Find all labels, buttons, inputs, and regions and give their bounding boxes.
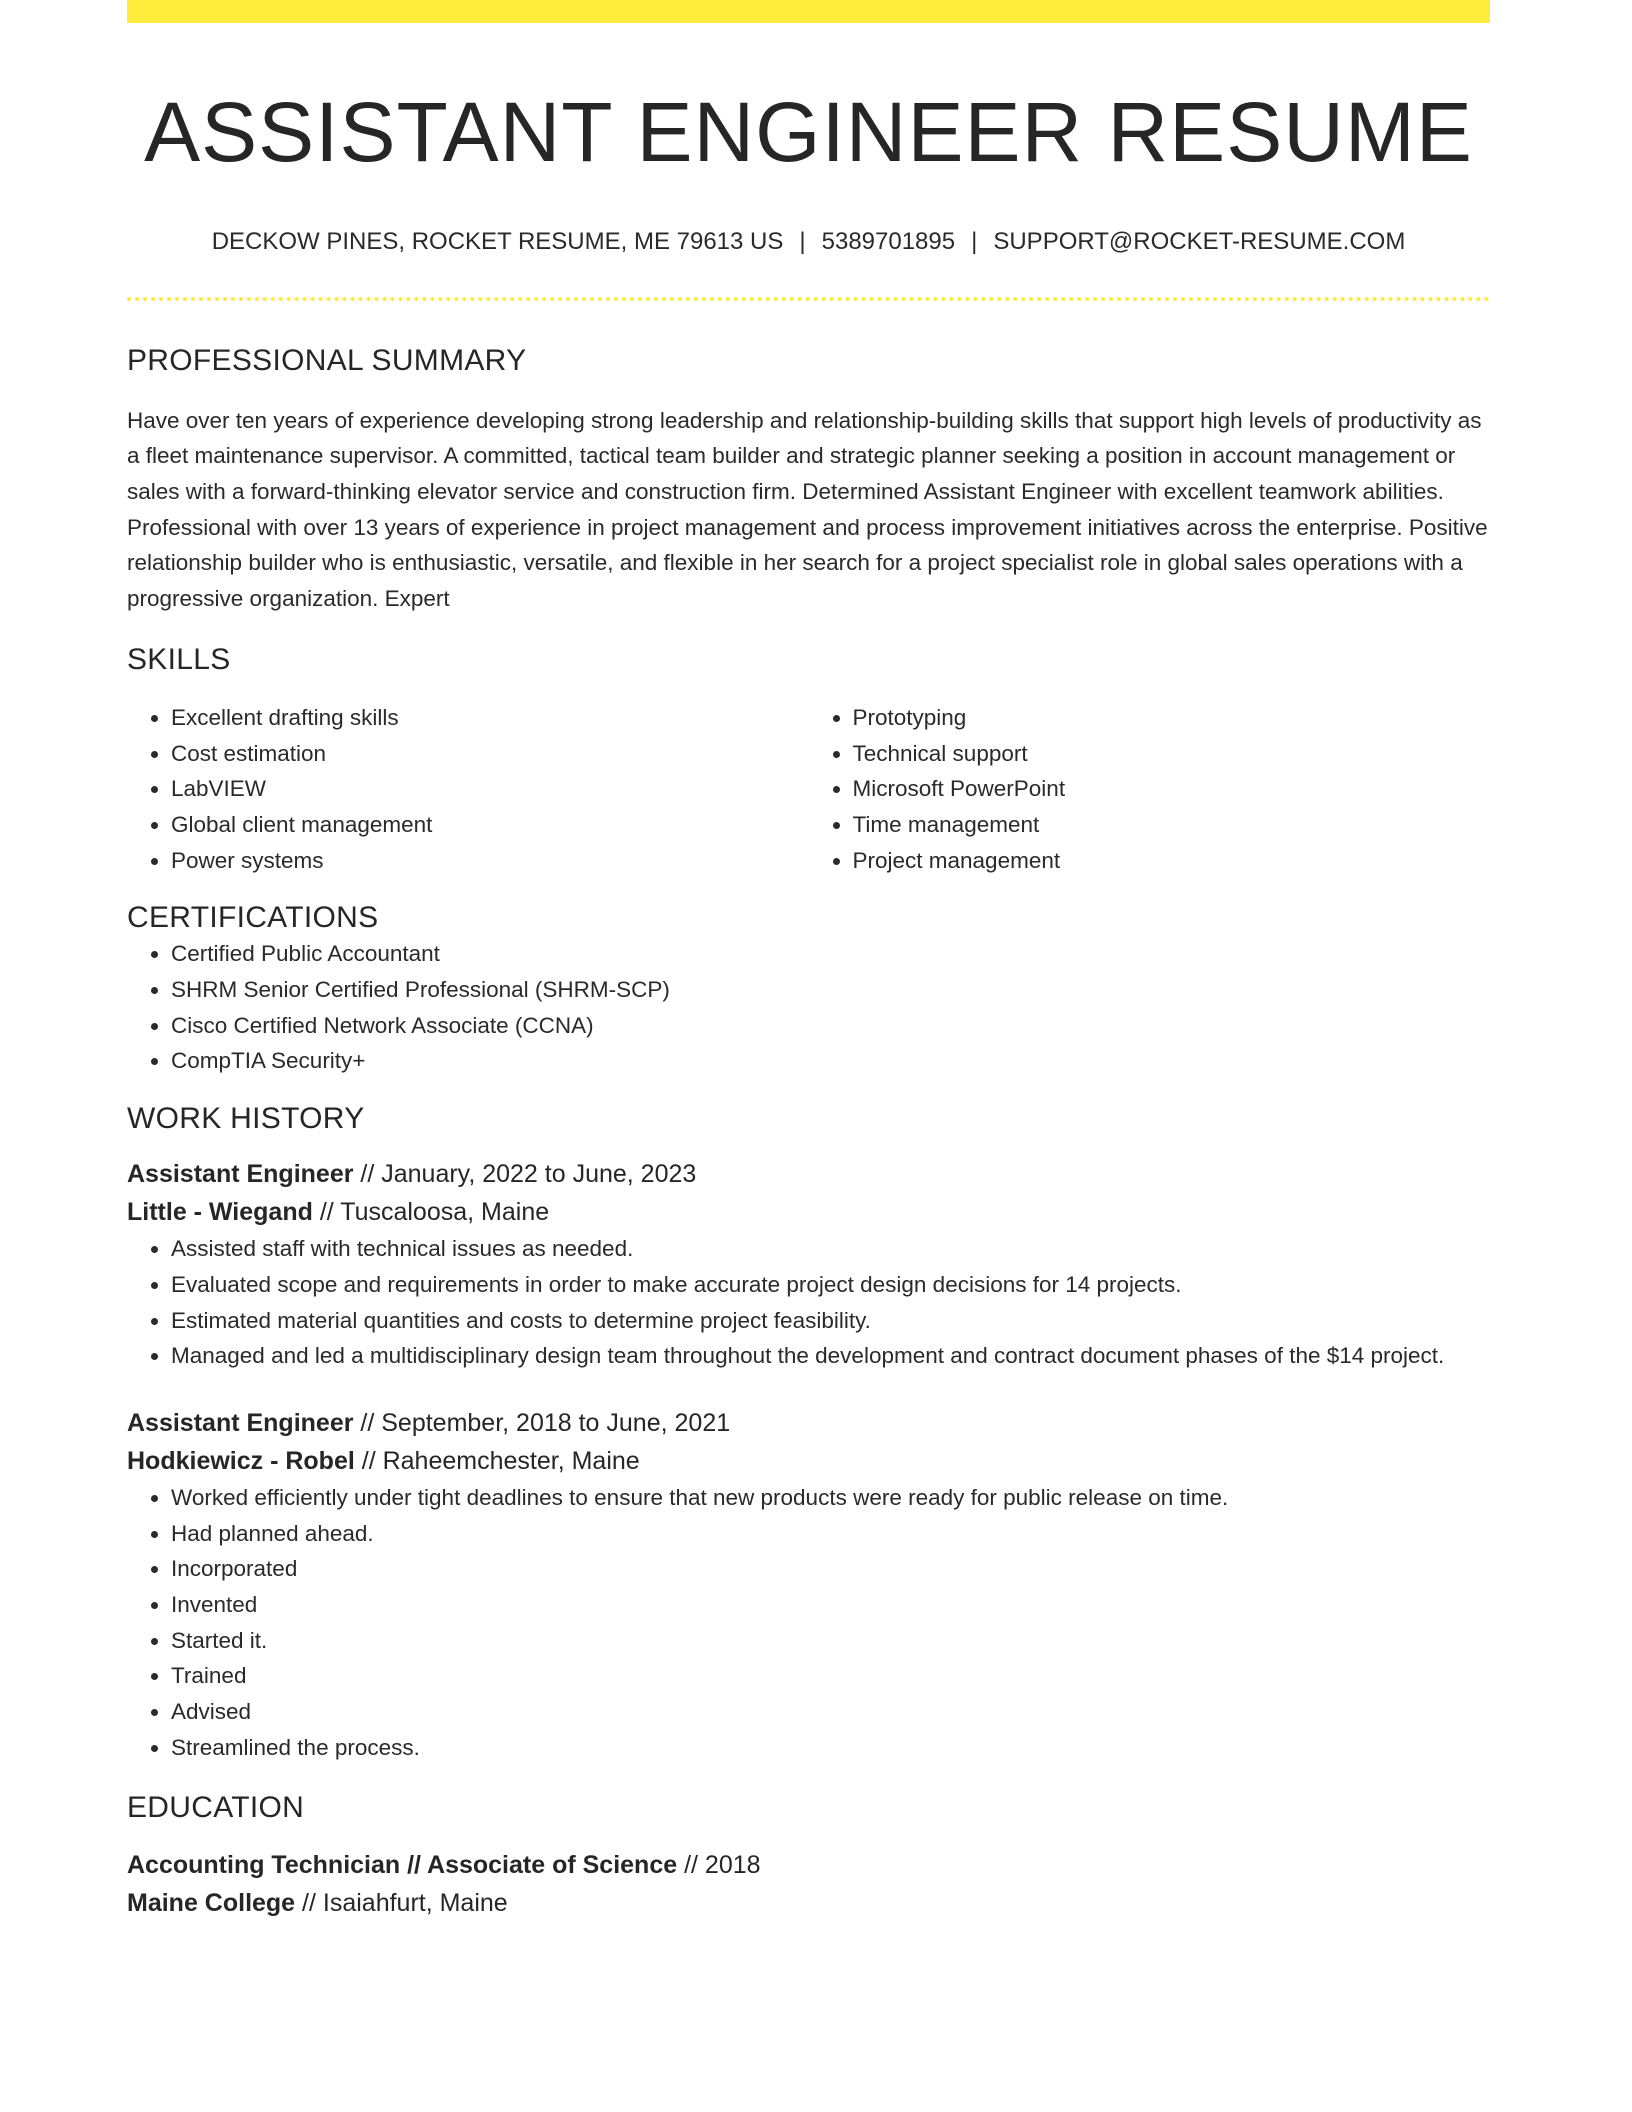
contact-separator: |	[799, 227, 806, 255]
job-title-line	[127, 1155, 1490, 1193]
skill-item: • Power systems	[171, 843, 809, 879]
skill-item: • Time management	[853, 807, 1491, 843]
job-bullet: • Streamlined the process.	[171, 1730, 1490, 1766]
contact-email: SUPPORT@ROCKET-RESUME.COM	[993, 227, 1406, 255]
skill-item: • Project management	[853, 843, 1491, 879]
education-year: // 2018	[684, 1850, 761, 1879]
skill-item: • Cost estimation	[171, 736, 809, 772]
certification-item: • CompTIA Security+	[171, 1043, 1490, 1079]
job-bullet: • Managed and led a multidisciplinary design team throughout the development and contract document phases of the $14 project.	[171, 1338, 1490, 1374]
work-history-heading: WORK HISTORY	[127, 1102, 365, 1136]
accent-top-bar	[127, 0, 1490, 23]
education-school-line	[127, 1884, 1490, 1922]
job-company: Hodkiewicz - Robel	[127, 1446, 355, 1475]
job-role: Assistant Engineer	[127, 1160, 354, 1189]
resume-title: ASSISTANT ENGINEER RESUME	[144, 85, 1473, 179]
skills-columns	[127, 700, 1490, 879]
job-company-line	[127, 1193, 1490, 1231]
skill-item: • Technical support	[853, 736, 1491, 772]
certification-item: • SHRM Senior Certified Professional (SHRM-SCP)	[171, 972, 1490, 1008]
job-bullet: • Trained	[171, 1658, 1490, 1694]
education-school: Maine College	[127, 1888, 296, 1917]
job-title-line	[127, 1404, 1490, 1442]
summary-text: Have over ten years of experience developing strong leadership and relationship-building skills that support high levels of productivity as a fleet maintenance supervisor. A committed, tactical team builder and strategic planner seeking a position in account management or sales with a forward-thinking elevator service and construction firm. Determined Assistant Engineer with excellent teamwork abilities. Professional with over 13 years of experience in project management and process improvement initiatives across the enterprise. Positive relationship builder who is enthusiastic, versatile, and flexible in her search for a project specialist role in global sales operations with a progressive organization. Expert	[127, 407, 1488, 612]
education-heading: EDUCATION	[127, 1790, 305, 1824]
skills-list-right	[809, 700, 1491, 879]
education-degree-line	[127, 1846, 1490, 1884]
skill-item: • Microsoft PowerPoint	[853, 771, 1491, 807]
skill-item: • LabVIEW	[171, 771, 809, 807]
contact-phone: 5389701895	[821, 227, 956, 255]
certification-item: • Certified Public Accountant	[171, 936, 1490, 972]
certification-item: • Cisco Certified Network Associate (CCNA)	[171, 1008, 1490, 1044]
certifications-heading: CERTIFICATIONS	[127, 901, 379, 935]
job-bullet: • Estimated material quantities and costs to determine project feasibility.	[171, 1303, 1490, 1339]
skill-item: • Prototyping	[853, 700, 1491, 736]
certifications-list	[127, 936, 1490, 1079]
job-location: // Tuscaloosa, Maine	[319, 1198, 550, 1227]
header-divider	[127, 297, 1490, 301]
job-bullets	[127, 1231, 1490, 1374]
job-company: Little - Wiegand	[127, 1198, 313, 1227]
resume-page	[127, 0, 1490, 1922]
education-location: // Isaiahfurt, Maine	[302, 1888, 508, 1917]
job-dates: // September, 2018 to June, 2021	[360, 1408, 731, 1437]
skill-item: • Global client management	[171, 807, 809, 843]
job-bullet: • Incorporated	[171, 1551, 1490, 1587]
job-bullet: • Had planned ahead.	[171, 1516, 1490, 1552]
job-role: Assistant Engineer	[127, 1408, 354, 1437]
job-bullet: • Assisted staff with technical issues as needed.	[171, 1231, 1490, 1267]
job-bullet: • Started it.	[171, 1623, 1490, 1659]
job-dates: // January, 2022 to June, 2023	[360, 1160, 697, 1189]
skills-heading: SKILLS	[127, 642, 231, 676]
job-bullet: • Evaluated scope and requirements in order to make accurate project design decisions for 14 projects.	[171, 1267, 1490, 1303]
summary-heading: PROFESSIONAL SUMMARY	[127, 343, 527, 377]
skills-list-left	[127, 700, 809, 879]
skill-item: • Excellent drafting skills	[171, 700, 809, 736]
job-bullets	[127, 1480, 1490, 1766]
job-bullet: • Advised	[171, 1694, 1490, 1730]
contact-line	[127, 228, 1490, 257]
job-company-line	[127, 1442, 1490, 1480]
job-location: // Raheemchester, Maine	[361, 1446, 640, 1475]
job-bullet: • Invented	[171, 1587, 1490, 1623]
contact-address: DECKOW PINES, ROCKET RESUME, ME 79613 US	[211, 227, 784, 255]
education-degree: Accounting Technician // Associate of Science	[127, 1850, 678, 1879]
job-bullet: • Worked efficiently under tight deadlines to ensure that new products were ready for public release on time.	[171, 1480, 1490, 1516]
contact-separator: |	[971, 227, 978, 255]
education-entry	[127, 1846, 1490, 1922]
